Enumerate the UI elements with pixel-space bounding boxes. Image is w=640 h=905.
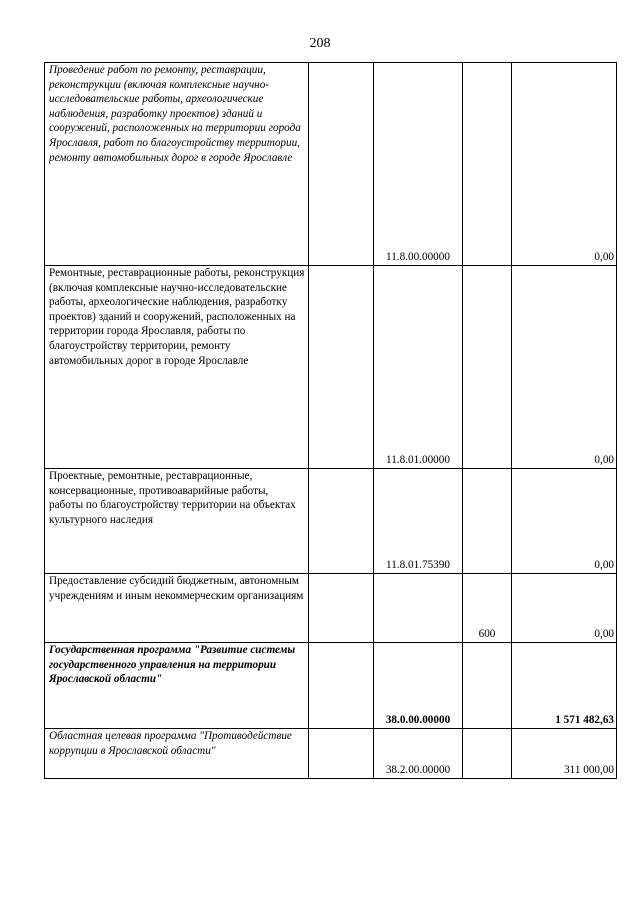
row-amount: 0,00 xyxy=(512,574,617,643)
row-code: 11.8.01.00000 xyxy=(374,266,463,469)
row-type xyxy=(463,63,512,266)
table-row xyxy=(45,729,617,779)
row-name: Государственная программа "Развитие системы государственного управления на территории Ярославской области" xyxy=(49,644,296,686)
empty-cell xyxy=(309,63,374,266)
empty-cell xyxy=(309,729,374,779)
row-name: Проектные, ремонтные, реставрационные, консервационные, противоаварийные работы, работы по благоустройству территории на объектах культурного наследия xyxy=(49,470,296,526)
row-code: 38.0.00.00000 xyxy=(374,643,463,729)
budget-table xyxy=(44,62,617,779)
row-amount: 0,00 xyxy=(512,469,617,574)
row-name: Ремонтные, реставрационные работы, реконструкция (включая комплексные научно-исследовательские работы, археологические наблюдения, разработку проектов) зданий и сооружений, расположенных на территории города Ярославля, работы по благоустройству территории, ремонту автомобильных дорог в городе Ярославле xyxy=(49,267,305,367)
table-row xyxy=(45,574,617,643)
table-row xyxy=(45,266,617,469)
empty-cell xyxy=(309,469,374,574)
table-row xyxy=(45,63,617,266)
empty-cell xyxy=(309,574,374,643)
row-type xyxy=(463,643,512,729)
row-code: 11.8.01.75390 xyxy=(374,469,463,574)
table-row xyxy=(45,643,617,729)
row-amount: 1 571 482,63 xyxy=(512,643,617,729)
row-name: Предоставление субсидий бюджетным, автономным учреждениям и иным некоммерческим организациям xyxy=(49,575,304,602)
row-name: Проведение работ по ремонту, реставрации, реконструкции (включая комплексные научно-исследовательские работы, археологические наблюдения, разработку проектов) зданий и сооружений, расположенных на территории города Ярославля, работ по благоустройству территории, ремонту автомобильных дорог в городе Ярославле xyxy=(49,64,301,164)
row-code: 11.8.00.00000 xyxy=(374,63,463,266)
row-code: 38.2.00.00000 xyxy=(374,729,463,779)
row-code xyxy=(374,574,463,643)
empty-cell xyxy=(309,266,374,469)
row-name: Областная целевая программа "Противодействие коррупции в Ярославской области" xyxy=(49,730,292,757)
table-row xyxy=(45,469,617,574)
row-amount: 311 000,00 xyxy=(512,729,617,779)
row-type xyxy=(463,266,512,469)
row-amount: 0,00 xyxy=(512,63,617,266)
page-number: 208 xyxy=(309,36,331,51)
row-type: 600 xyxy=(463,574,512,643)
row-type xyxy=(463,729,512,779)
row-amount: 0,00 xyxy=(512,266,617,469)
empty-cell xyxy=(309,643,374,729)
row-type xyxy=(463,469,512,574)
